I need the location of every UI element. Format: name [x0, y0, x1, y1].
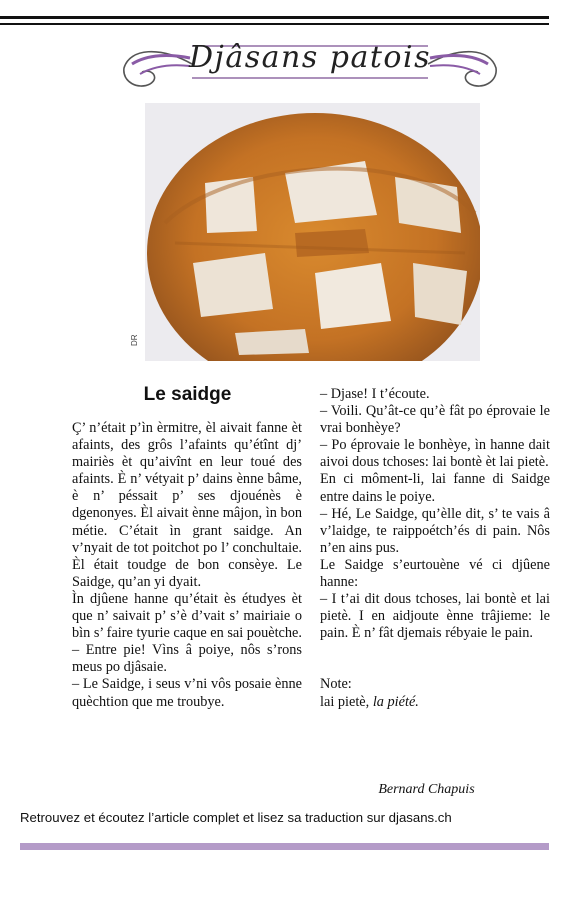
note-text	[320, 694, 550, 711]
paragraph: Ç’ n’était p’ìn èrmitre, èl aivait fanne èt afaints, des grôs l’afaints qu’étînt dj’ mairiès èt qu’aivînt en leur toué des afaints. È n’ vétyait p’ dains ènne bâme, è n’ péssait p’ ses djouénès è dgenonyes. Èl aivait ènne mâjon, ìn bon métie. C’était ìn grant saidge. An v’nyait de tot poitchot po l’ conchultaie. Èl était toudge de bon consèye. Le Saidge, qu’an yi dyait.	[72, 420, 302, 590]
note-spacer	[320, 642, 550, 676]
top-rule-thick	[0, 16, 549, 19]
top-rule-thin	[0, 23, 549, 25]
article-column-left	[72, 420, 302, 711]
paragraph: – Entre pie! Vìns â poiye, nôs s’rons meus po djâsaie.	[72, 642, 302, 676]
photo-credit: DR	[130, 334, 139, 346]
footer-link-text: Retrouvez et écoutez l’article complet et lisez sa traduction sur djasans.ch	[20, 810, 452, 825]
paragraph: – Djase! I t’écoute.	[320, 386, 430, 402]
paragraph: Ìn djûene hanne qu’était ès étudyes èt que n’ saivait p’ s’è d’vait s’ mairiaie o bìn s’ faire tyurie caque en sai pouètche.	[72, 590, 302, 642]
note-word: lai pietè,	[320, 693, 370, 710]
paragraph: Le Saidge s’eurtouène vé ci djûene hanne:	[320, 556, 550, 591]
paragraph: – I t’ai dit dous tchoses, lai bontè et lai pietè. I en aidjoute ènne trâjieme: le pain. È n’ fât djemais rébyaie le pain.	[320, 591, 550, 642]
banner-title: Djâsans patois	[189, 40, 431, 75]
note-label: Note:	[320, 676, 352, 693]
author-signature: Bernard Chapuis	[378, 782, 475, 797]
paragraph: En ci môment-li, lai fanne di Saidge entre dains le poiye.	[320, 471, 550, 505]
note-translation: la piété.	[372, 693, 419, 710]
paragraph: – Po éprovaie le bonhèye, ìn hanne dait aivoi dous tchoses: lai bontè èt lai pietè.	[320, 437, 550, 471]
bread-photo	[145, 103, 480, 361]
footer-accent-bar	[20, 843, 549, 850]
article-column-right	[320, 386, 550, 711]
paragraph: – Le Saidge, i seus v’ni vôs posaie ènne quèchtion que me troubye.	[72, 676, 302, 710]
paragraph: – Voili. Qu’ât-ce qu’è fât po éprovaie le vrai bonhèye?	[320, 403, 550, 437]
column-banner	[120, 34, 500, 96]
bread-illustration	[145, 103, 480, 361]
paragraph: – Hé, Le Saidge, qu’èlle dit, s’ te vais â v’laidge, te raippoétch’és di pain. Nôs n’en ains pus.	[320, 505, 550, 556]
article-headline: Le saidge	[143, 384, 232, 405]
